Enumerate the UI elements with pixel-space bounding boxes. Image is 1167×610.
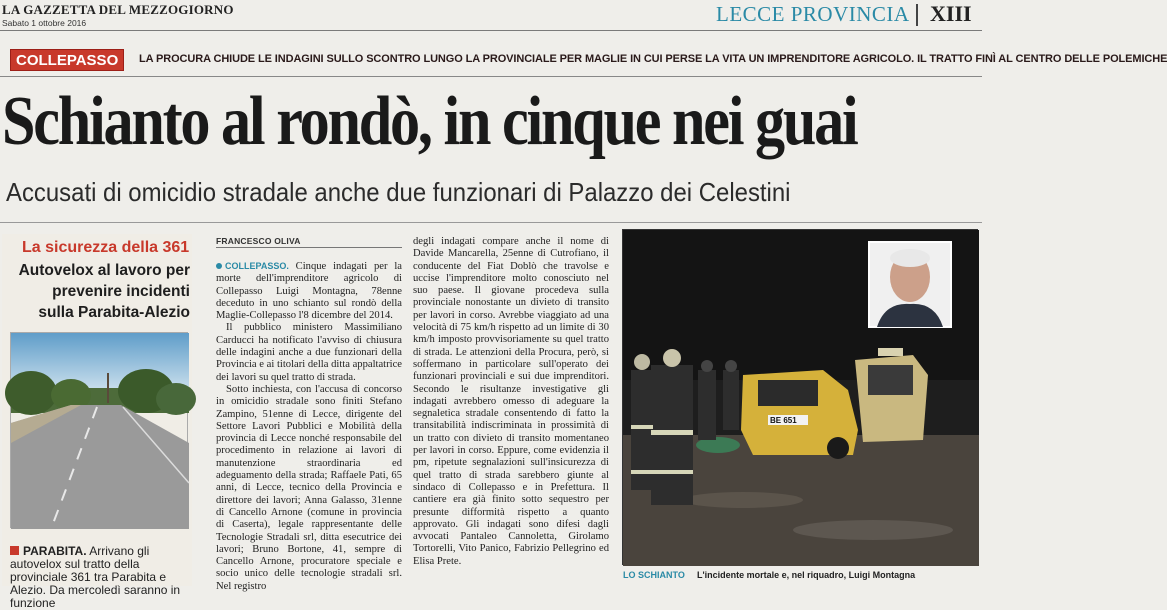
- page-separator: [916, 4, 918, 26]
- issue-date: Sabato 1 ottobre 2016: [2, 18, 87, 28]
- masthead-rule: [0, 30, 982, 31]
- photo-caption-tag: LO SCHIANTO: [623, 570, 685, 580]
- byline-rule: [216, 247, 402, 248]
- subheadline-rule: [0, 222, 982, 223]
- byline: FRANCESCO OLIVA: [216, 236, 301, 246]
- sidebar-headline: Autovelox al lavoro per prevenire incidenti sulla Parabita-Alezio: [18, 262, 190, 321]
- sidebar-road-photo: [10, 332, 188, 528]
- bullet-square-icon: [10, 546, 19, 555]
- headline: Schianto al rondò, in cinque nei guai: [2, 83, 857, 160]
- article-lead: COLLEPASSO.: [225, 261, 289, 271]
- newspaper-name: LA GAZZETTA DEL MEZZOGIORNO: [2, 2, 234, 17]
- article-paragraph: Il pubblico ministero Massimiliano Carducci ha notificato l'avviso di chiusura delle indagini anche a due funzionari della Provincia e ai titolari della ditta appaltatrice dei lavori su quel tratto di strada.: [216, 322, 402, 383]
- subheadline: Accusati di omicidio stradale anche due funzionari di Palazzo dei Celestini: [6, 177, 791, 207]
- page-number: XIII: [930, 1, 972, 26]
- article-paragraph: degli indagati compare anche il nome di Davide Mancarella, 25enne di Cutrofiano, il conducente del Fiat Doblò che travolse e uccise l'imprenditore molto conosciuto nel suo paese. Il giovane procedeva sulla provinciale nonostante un divieto di transito per lavori in corso. Avrebbe viaggiato ad una velocità di 75 km/h rispetto ad un limite di 30 km/h imposto provvisoriamente su quel tratto di strada. Le attenzioni della Procura, però, si soffermano in particolare sull'operato dei funzionari provinciali e sui due imprenditori. Secondo le risultanze investigative gli indagati avrebbero omesso di adeguare la segnaletica stradale consentendo di fatto la transitabilità indiscriminata in prossimità di un tratto con divieto di transito momentaneo per lavori in corso. Eppure, come evidenzia il pm, ripetute segnalazioni sull'insicurezza di quel tratto di strada sarebbero giunte al sindaco di Collepasso e in Prefettura. Il cantiere era già finito sotto sequestro per presunte difformità rispetto a quanto approvato. Gli indagati sono difesi dagli avvocati Pantaleo Cannoletta, Girolamo Tortorelli, Vito Panico, Fabrizio Pellegrino ed Elisa Prete.: [413, 236, 609, 567]
- photo-caption: L'incidente mortale e, nel riquadro, Luigi Montagna: [697, 570, 916, 580]
- sidebar-body-text: Arrivano gli autovelox sul tratto della provinciale 361 tra Parabita e Alezio. Da mercoledì saranno in funzione: [10, 544, 181, 610]
- section-name: LECCE PROVINCIA: [716, 2, 910, 26]
- kicker-rule: [0, 76, 982, 77]
- sidebar-body: [10, 545, 192, 610]
- sidebar-lead: PARABITA.: [23, 544, 87, 558]
- article-paragraph: Sotto inchiesta, con l'accusa di concorso in omicidio stradale sono finiti Stefano Zampino, 51enne di Lecce, dirigente del Settore Lavori Pubblici e Mobilità della provincia di Lecce nonché responsabile del procedimento in relazione ai lavori di manutenzione straordinaria ed adeguamento della strada; Raffaele Pati, 65 anni, di Lecce, tecnico della Provincia e direttore dei lavori; Anna Galasso, 31enne di Cancello Arnone (comune in provincia di Caserta), legale rappresentante delle Tecnologie Stradali srl, ditta esecutrice dei lavori; Bruno Bortone, 41, sempre di Cancello Arnone, procuratore speciale e socio unico delle tecnologie stradali srl. Nel registro: [216, 383, 402, 592]
- kicker-location-tag: COLLEPASSO: [10, 49, 124, 71]
- article-column-1: [216, 260, 402, 592]
- bullet-dot-icon: [216, 263, 222, 269]
- sidebar-title: La sicurezza della 361: [22, 239, 190, 256]
- article-column-2: [413, 236, 609, 586]
- license-plate: BE 651: [770, 416, 797, 425]
- accident-photo: [622, 229, 978, 565]
- article-paragraph: [216, 260, 402, 322]
- kicker-text: LA PROCURA CHIUDE LE INDAGINI SULLO SCONTRO LUNGO LA PROVINCIALE PER MAGLIE IN CUI PERSE LA VITA UN IMPRENDITORE AGRICOLO. IL TRATTO FINÌ AL CENTRO DELLE POLEMICHE: [139, 53, 1167, 65]
- article-paragraph-text: Cinque indagati per la morte dell'imprenditore agricolo di Collepasso Luigi Montagna, 78enne deceduto in uno schianto sul rondò della Maglie-Collepasso l'8 dicembre del 2014.: [216, 261, 402, 322]
